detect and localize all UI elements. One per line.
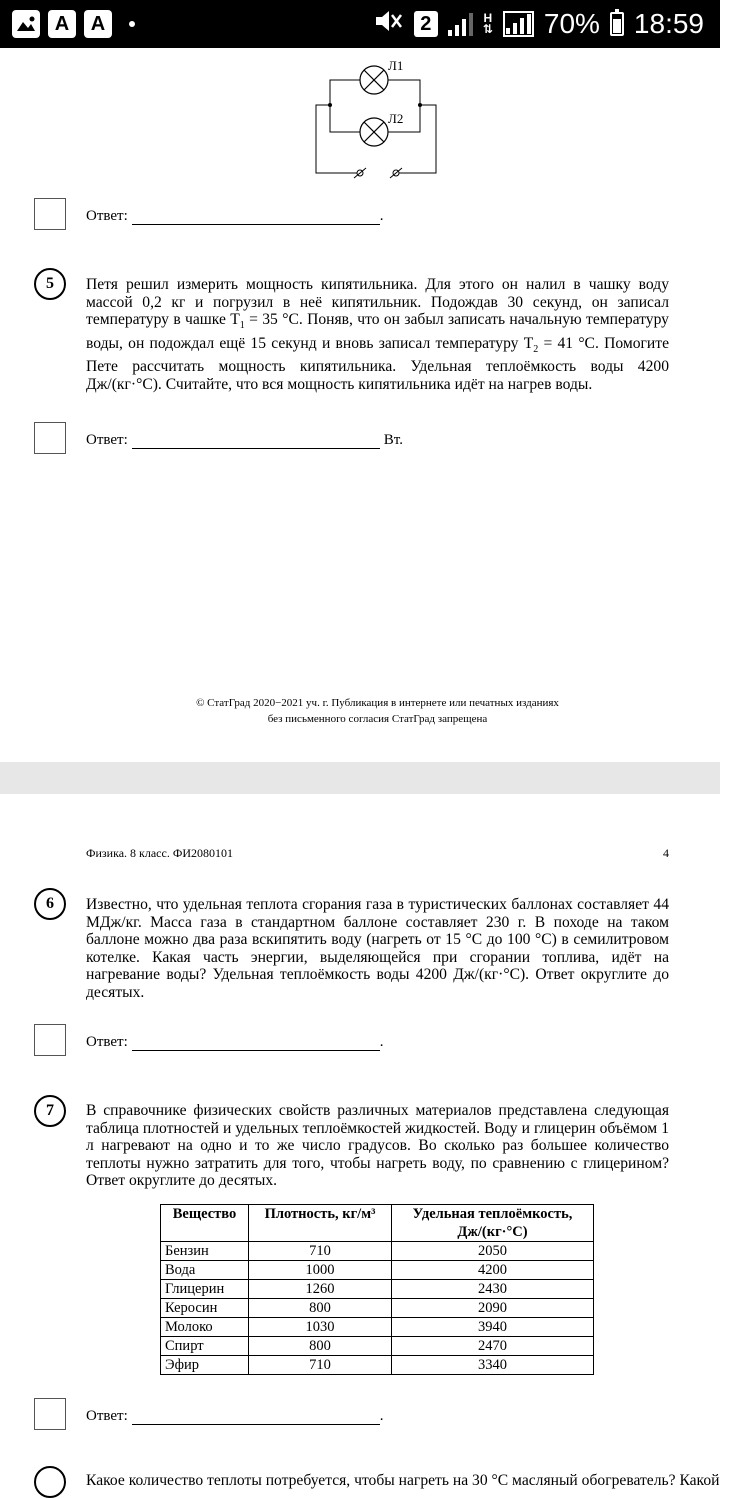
answer-line[interactable]	[132, 211, 380, 225]
table-cell: 1000	[249, 1261, 392, 1280]
answer-unit: Вт.	[383, 432, 403, 448]
table-row	[161, 1356, 594, 1375]
footer-line-2: без письменного согласия СтатГрад запрещена	[267, 713, 488, 725]
question-number-5: 5	[34, 268, 66, 300]
properties-table	[160, 1204, 594, 1375]
table-cell: 2470	[392, 1337, 594, 1356]
table-cell: 1260	[249, 1280, 392, 1299]
table-cell: 800	[249, 1337, 392, 1356]
answer-row-q4	[86, 208, 384, 225]
data-indicator: H ⇅	[482, 11, 493, 36]
notification-dot	[129, 21, 135, 27]
answer-row-q7	[86, 1408, 384, 1425]
table-cell: 2430	[392, 1280, 594, 1299]
table-cell: 2050	[392, 1242, 594, 1261]
table-cell: 3940	[392, 1318, 594, 1337]
table-cell: 2090	[392, 1299, 594, 1318]
table-row	[161, 1299, 594, 1318]
junction-left	[328, 103, 332, 107]
table-row	[161, 1318, 594, 1337]
page-title: Физика. 8 класс. ФИ2080101	[86, 846, 233, 860]
junction-right	[418, 103, 422, 107]
table-cell: 4200	[392, 1261, 594, 1280]
question-number-6: 6	[34, 888, 66, 920]
table-header: Вещество	[161, 1205, 249, 1242]
lamp-2	[360, 118, 388, 146]
answer-row-q6	[86, 1034, 384, 1051]
answer-box-q5[interactable]	[34, 422, 66, 454]
text-app-icon: A	[48, 10, 76, 38]
table-cell: 710	[249, 1356, 392, 1375]
table-row	[161, 1280, 594, 1299]
answer-row-q5	[86, 432, 403, 449]
image-icon	[12, 10, 40, 38]
table-row	[161, 1337, 594, 1356]
table-header: Плотность, кг/м³	[249, 1205, 392, 1242]
battery-percent: 70%	[543, 8, 600, 39]
sim-slot-badge: 2	[414, 11, 438, 37]
table-cell: Вода	[161, 1261, 249, 1280]
question-6-text: Известно, что удельная теплота сгорания газа в туристических баллонах составляет 44 МДж/кг. Масса газа в стандартном баллоне составляет 230 г. В походе на таком баллоне можно два раза вскипятить воду (нагреть от 15 °С до 100 °С) в семилитровом котелке. Какая часть энергии, выделяющейся при сгорании топлива, идёт на нагревание воды? Удельная теплоёмкость воды 4200 Дж/(кг·°С). Ответ округлите до десятых.	[86, 896, 669, 1001]
question-5-text: Петя решил измерить мощность кипятильника. Для этого он налил в чашку воду массой 0,2 кг и погрузил в неё кипятильник. Подождав 30 секунд, он записал температуру в чашке $T_1 = 35$ °С. Поняв, что он забыл записать начальную температуру воды, он подождал ещё 15 секунд и вновь записал температуру $T_2 = 41$ °С. Помогите Пете рассчитать мощность кипятильника. Удельная теплоёмкость воды 4200 Дж/(кг·°С). Считайте, что вся мощность кипятильника идёт на нагрев воды.	[86, 276, 669, 393]
page-separator	[0, 762, 720, 794]
table-cell: Эфир	[161, 1356, 249, 1375]
answer-box-q6[interactable]	[34, 1024, 66, 1056]
answer-line[interactable]	[132, 1037, 380, 1051]
clock: 18:59	[633, 8, 704, 39]
mute-icon	[374, 8, 404, 41]
answer-box-q7[interactable]	[34, 1398, 66, 1430]
table-header: Удельная теплоёмкость, Дж/(кг·°С)	[392, 1205, 594, 1242]
answer-label: Ответ:	[86, 1034, 128, 1050]
answer-suffix: .	[379, 208, 384, 224]
answer-suffix: .	[379, 1408, 384, 1424]
answer-suffix: .	[379, 1034, 384, 1050]
table-cell: 710	[249, 1242, 392, 1261]
text-app-icon-2: A	[84, 10, 112, 38]
page-number: 4	[663, 846, 669, 860]
lamp-1-label: Л1	[388, 58, 404, 73]
footer-line-1: © СтатГрад 2020−2021 уч. г. Публикация в интернете или печатных изданиях	[196, 697, 559, 709]
signal-icon-2	[503, 11, 534, 37]
table-header-row	[161, 1205, 594, 1242]
signal-icon	[448, 12, 473, 36]
table-cell: 3340	[392, 1356, 594, 1375]
table-cell: Керосин	[161, 1299, 249, 1318]
circuit-diagram	[300, 52, 450, 182]
status-bar	[0, 0, 720, 48]
table-cell: Молоко	[161, 1318, 249, 1337]
table-cell: Спирт	[161, 1337, 249, 1356]
answer-label: Ответ:	[86, 1408, 128, 1424]
table-cell: 800	[249, 1299, 392, 1318]
question-number-8	[34, 1466, 66, 1498]
copyright-footer	[0, 695, 755, 727]
answer-label: Ответ:	[86, 432, 128, 448]
lamp-1	[360, 66, 388, 94]
page-header	[86, 846, 669, 861]
table-row	[161, 1242, 594, 1261]
question-number-7: 7	[34, 1095, 66, 1127]
answer-line[interactable]	[132, 1411, 380, 1425]
battery-icon	[610, 12, 624, 36]
lamp-2-label: Л2	[388, 111, 404, 126]
question-7-text: В справочнике физических свойств различных материалов представлена следующая таблица плотностей и удельных теплоёмкостей жидкостей. Воду и глицерин объёмом 1 л нагревают на одно и то же число градусов. Во сколько раз большее количество теплоты нужно затратить для того, чтобы нагреть воду, по сравнению с глицерином? Ответ округлите до десятых.	[86, 1102, 669, 1189]
table-cell: Глицерин	[161, 1280, 249, 1299]
answer-label: Ответ:	[86, 208, 128, 224]
answer-line[interactable]	[132, 435, 380, 449]
question-8-text: Какое количество теплоты потребуется, чтобы нагреть на 30 °С масляный обогреватель? Какой	[86, 1472, 720, 1489]
answer-box-q4[interactable]	[34, 198, 66, 230]
table-cell: 1030	[249, 1318, 392, 1337]
table-cell: Бензин	[161, 1242, 249, 1261]
table-row	[161, 1261, 594, 1280]
